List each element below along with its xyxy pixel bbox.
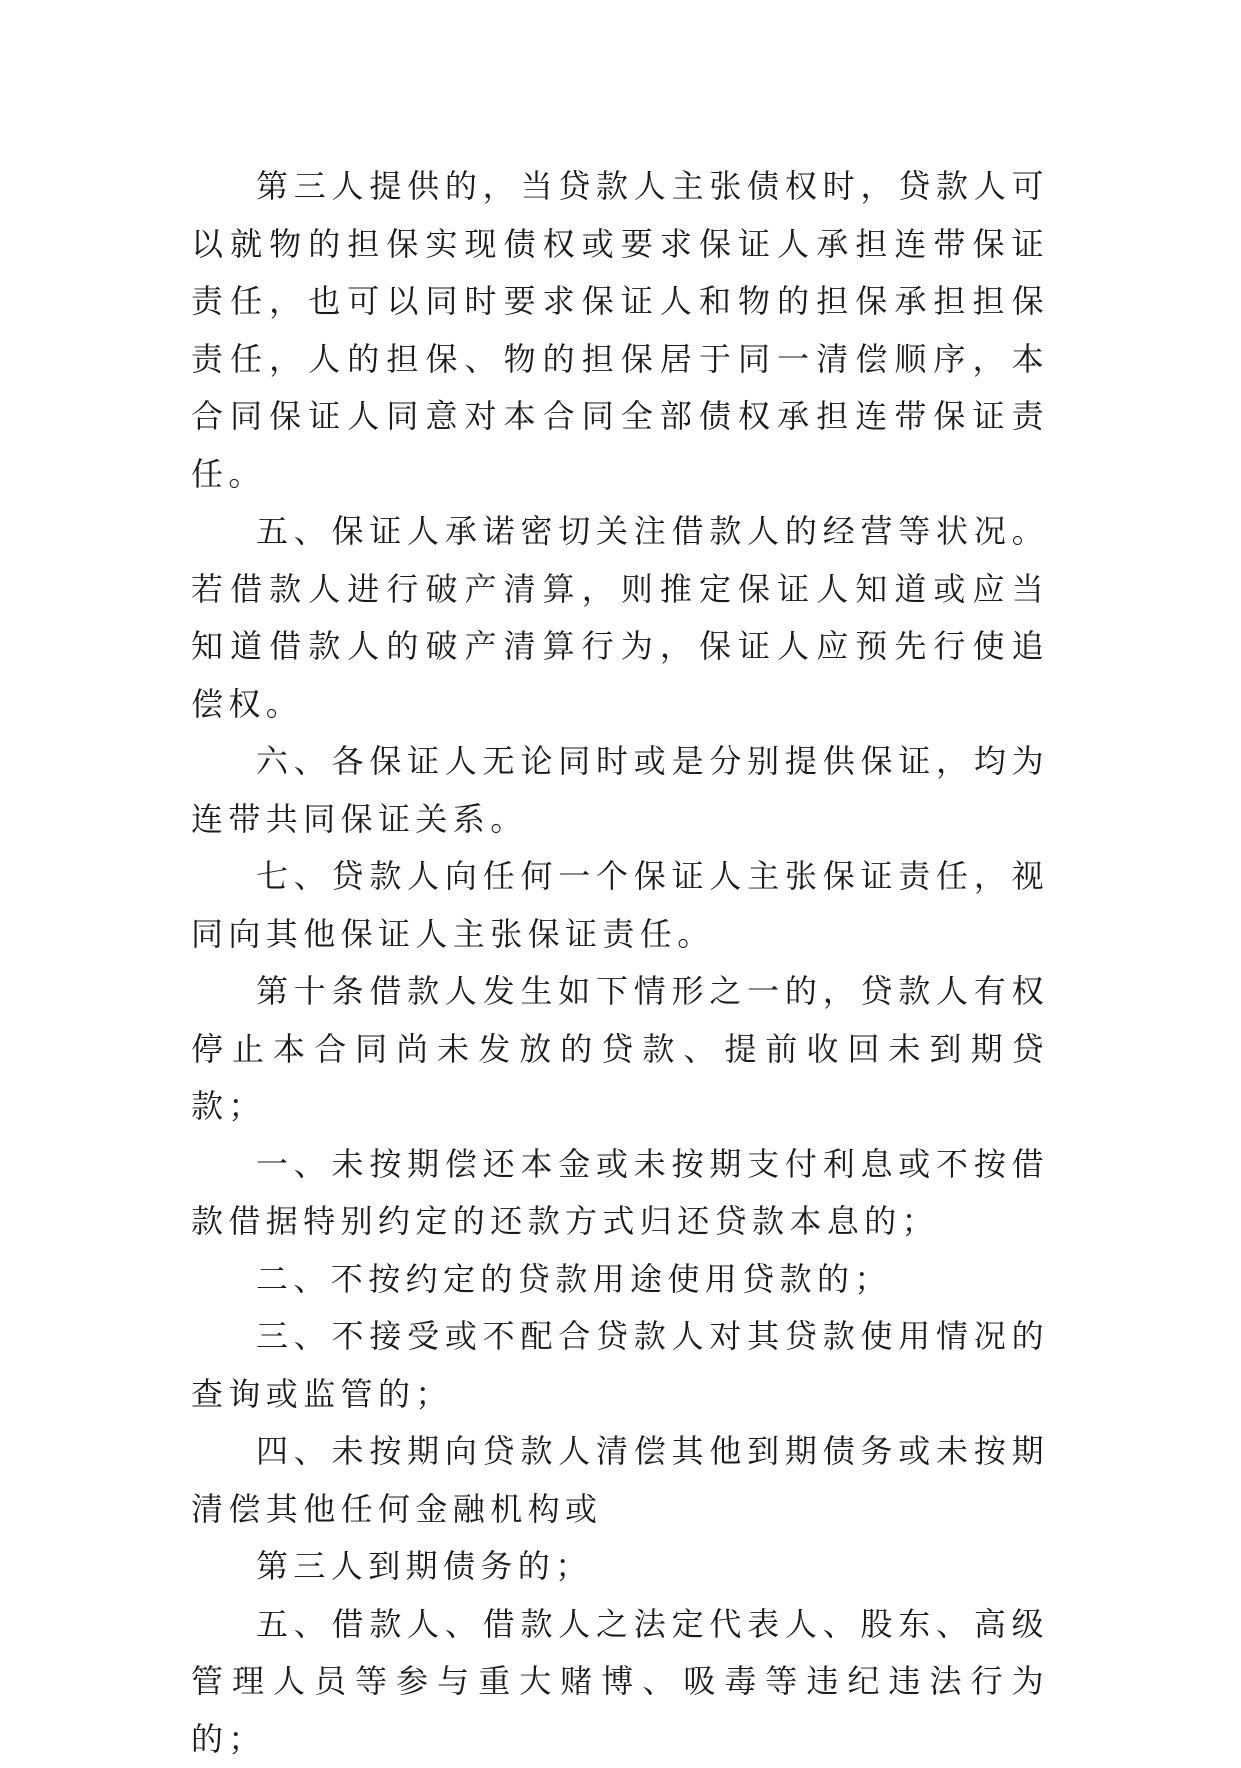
document-body [191,158,1049,1768]
paragraph-8: 三、不接受或不配合贷款人对其贷款使用情况的查询或监管的； [191,1308,1049,1423]
paragraph-11: 五、借款人、借款人之法定代表人、股东、高级管理人员等参与重大赌博、吸毒等违纪违法行为的； [191,1596,1049,1768]
paragraph-4: 七、贷款人向任何一个保证人主张保证责任，视同向其他保证人主张保证责任。 [191,848,1049,963]
paragraph-6: 一、未按期偿还本金或未按期支付利息或不按借款借据特别约定的还款方式归还贷款本息的； [191,1136,1049,1251]
paragraph-1: 第三人提供的，当贷款人主张债权时，贷款人可以就物的担保实现债权或要求保证人承担连带保证责任，也可以同时要求保证人和物的担保承担担保责任，人的担保、物的担保居于同一清偿顺序，本合同保证人同意对本合同全部债权承担连带保证责任。 [191,158,1049,503]
paragraph-10: 第三人到期债务的； [191,1538,1049,1596]
paragraph-3: 六、各保证人无论同时或是分别提供保证，均为连带共同保证关系。 [191,733,1049,848]
paragraph-5: 第十条借款人发生如下情形之一的，贷款人有权停止本合同尚未发放的贷款、提前收回未到期贷款； [191,963,1049,1136]
paragraph-2: 五、保证人承诺密切关注借款人的经营等状况。若借款人进行破产清算，则推定保证人知道或应当知道借款人的破产清算行为，保证人应预先行使追偿权。 [191,503,1049,733]
paragraph-9: 四、未按期向贷款人清偿其他到期债务或未按期清偿其他任何金融机构或 [191,1423,1049,1538]
paragraph-7: 二、不按约定的贷款用途使用贷款的； [191,1251,1049,1309]
